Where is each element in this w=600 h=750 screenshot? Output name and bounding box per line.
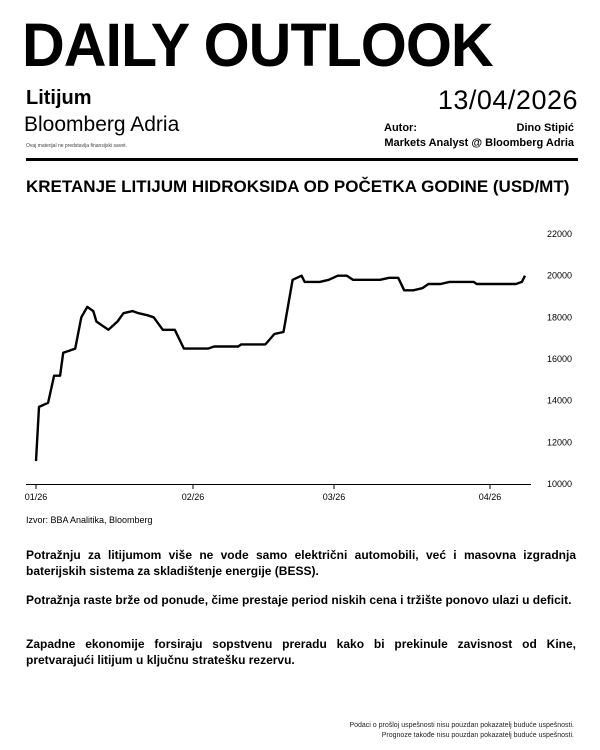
- chart-title: KRETANJE LITIJUM HIDROKSIDA OD POČETKA GODINE (USD/MT): [26, 177, 570, 196]
- topic-title: Litijum: [26, 87, 92, 109]
- masthead: DAILY OUTLOOK: [22, 11, 493, 79]
- x-tick-label-1: 02/26: [181, 492, 205, 502]
- disclaimer: Ovaj materijal ne predstavlja finansijski savet.: [26, 143, 127, 149]
- y-tick-label-5: 12000: [546, 437, 572, 448]
- author-role: Markets Analyst @ Bloomberg Adria: [384, 137, 574, 149]
- header-divider: [26, 158, 578, 161]
- paragraph-strategic-reserve: Zapadne ekonomije forsiraju sopstvenu preradu kako bi prekinule zavisnost od Kine, pretvarajući litijum u ključnu stratešku rezervu.: [26, 637, 576, 667]
- y-tick-label-0: 22000: [546, 229, 572, 239]
- x-tick-label-2: 03/26: [322, 492, 346, 502]
- x-tick-label-0: 01/26: [24, 492, 48, 502]
- chart-source: Izvor: BBA Analitika, Bloomberg: [26, 515, 153, 525]
- x-tick-label-3: 04/26: [478, 492, 502, 502]
- y-tick-label-1: 20000: [546, 270, 572, 281]
- series-line-lithium-hydroxide: [36, 276, 525, 461]
- price-line-chart: [0, 220, 600, 510]
- y-tick-label-3: 16000: [546, 354, 572, 364]
- y-tick-label-2: 18000: [546, 312, 572, 323]
- footer-disclaimer-forecast: Prognoze takođe nisu pouzdan pokazatelj buduće uspešnosti.: [381, 732, 574, 739]
- y-tick-labels: [547, 229, 572, 489]
- author-label: Autor:: [384, 122, 417, 134]
- paragraph-bess: Potražnju za litijumom više ne vode samo električni automobili, već i masovna izgradnja baterijskih sistema za skladištenje energije (BESS).: [26, 548, 576, 578]
- author-name: Dino Stipić: [516, 122, 574, 134]
- footer-disclaimer-past: Podaci o prošloj uspešnosti nisu pouzdan pokazatelj buduće uspešnosti.: [349, 722, 574, 729]
- x-tick-labels: [25, 492, 502, 502]
- report-date: 13/04/2026: [437, 85, 578, 115]
- paragraph-deficit: Potražnja raste brže od ponude, čime prestaje period niskih cena i tržište ponovo ulazi u deficit.: [26, 593, 572, 607]
- y-tick-label-6: 10000: [546, 479, 572, 489]
- y-tick-label-4: 14000: [546, 395, 572, 406]
- brand-name: Bloomberg Adria: [24, 113, 180, 136]
